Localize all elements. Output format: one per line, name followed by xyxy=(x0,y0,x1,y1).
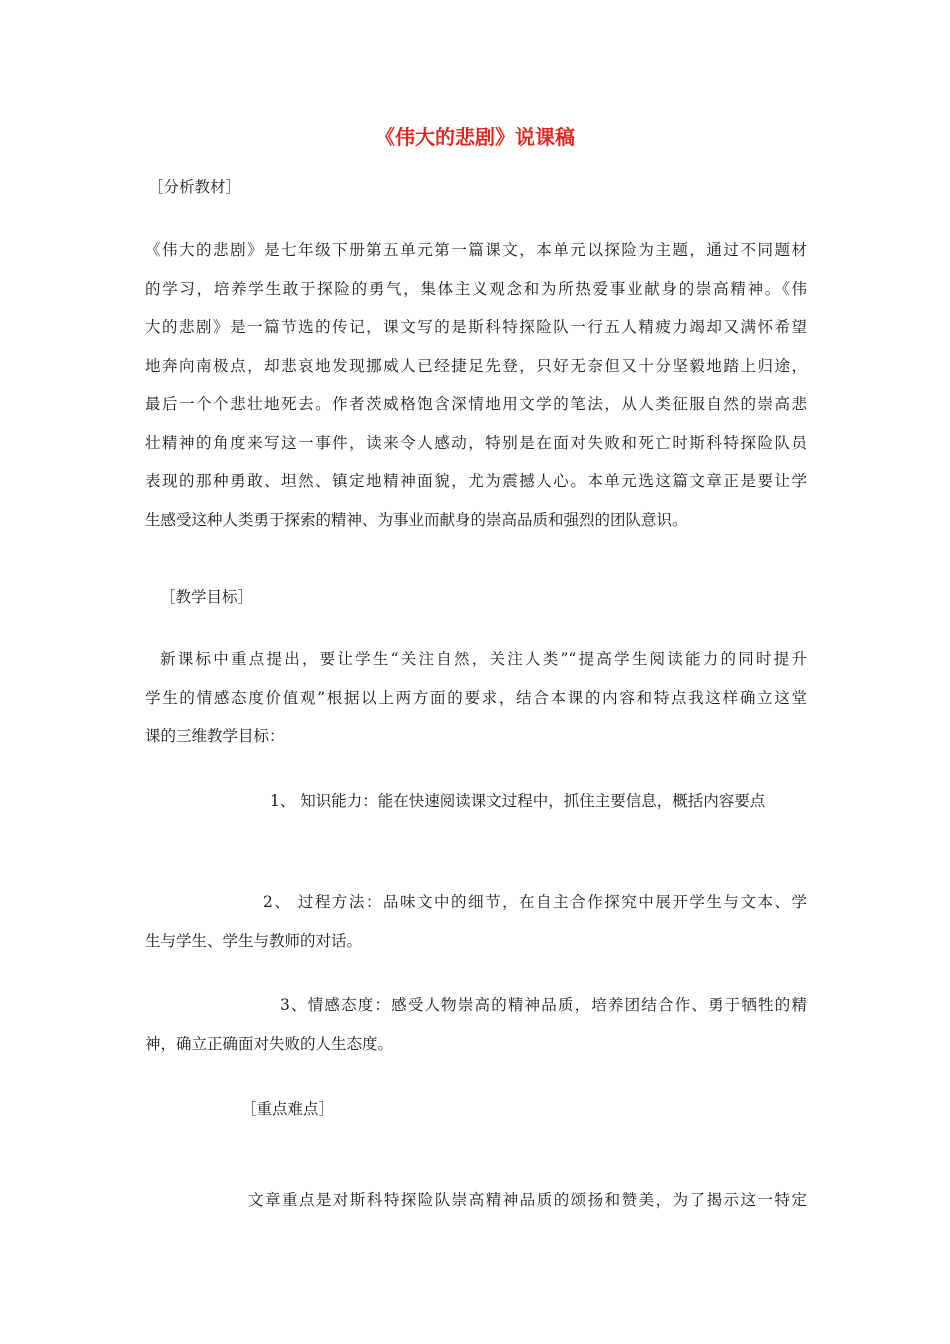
paragraph-line: 最后一个个悲壮地死去。作者茨威格饱含深情地用文学的笔法，从人类征服自然的崇高悲 xyxy=(145,395,807,413)
paragraph-line: 新课标中重点提出，要让学生“关注自然，关注人类”“提高学生阅读能力的同时提升 xyxy=(160,650,807,668)
paragraph-line: 大的悲剧》是一篇节选的传记，课文写的是斯科特探险队一行五人精疲力竭却又满怀希望 xyxy=(145,318,807,336)
key-points-paragraph xyxy=(145,1181,807,1220)
paragraph-line: 壮精神的角度来写这一事件，读来令人感动，特别是在面对失败和死亡时斯科特探险队员 xyxy=(145,433,807,452)
paragraph-line: 课的三维教学目标： xyxy=(145,727,285,745)
paragraph-line: 神，确立正确面对失败的人生态度。 xyxy=(145,1034,394,1053)
paragraph-line: 学生的情感态度价值观”根据以上两方面的要求，结合本课的内容和特点我这样确立这堂 xyxy=(145,688,807,707)
section-heading-analysis: ［分析教材］ xyxy=(148,178,242,196)
paragraph-line: 生与学生、学生与教师的对话。 xyxy=(145,931,363,950)
section-heading-goals: ［教学目标］ xyxy=(160,588,254,606)
goal-attitude xyxy=(145,986,807,1063)
paragraph-line: 《伟大的悲剧》是七年级下册第五单元第一篇课文，本单元以探险为主题，通过不同题材 xyxy=(145,241,807,259)
paragraph-line: 文章重点是对斯科特探险队崇高精神品质的颂扬和赞美，为了揭示这一特定 xyxy=(248,1191,807,1209)
paragraph-line: 表现的那种勇敢、坦然、镇定地精神面貌，尤为震撼人心。本单元选这篇文章正是要让学 xyxy=(145,472,807,490)
paragraph-line: 2、 过程方法：品味文中的细节，在自主合作探究中展开学生与文本、学 xyxy=(263,893,807,911)
goal-process xyxy=(145,883,807,960)
paragraph-line: 的学习，培养学生敢于探险的勇气，集体主义观念和为所热爱事业献身的崇高精神。《伟 xyxy=(145,279,807,298)
section-heading-key-points: ［重点难点］ xyxy=(241,1100,335,1118)
paragraph-line: 地奔向南极点，却悲哀地发现挪威人已经捷足先登，只好无奈但又十分坚毅地踏上归途， xyxy=(145,356,807,375)
goals-paragraph xyxy=(145,640,807,756)
paragraph-line: 生感受这种人类勇于探索的精神、为事业而献身的崇高品质和强烈的团队意识。 xyxy=(145,510,688,529)
document-title: 《伟大的悲剧》说课稿 xyxy=(375,125,575,149)
analysis-paragraph xyxy=(145,231,807,539)
goal-knowledge: 1、 知识能力：能在快速阅读课文过程中，抓住主要信息，概括内容要点 xyxy=(270,792,766,810)
paragraph-line: 3、情感态度：感受人物崇高的精神品质，培养团结合作、勇于牺牲的精 xyxy=(280,996,807,1014)
